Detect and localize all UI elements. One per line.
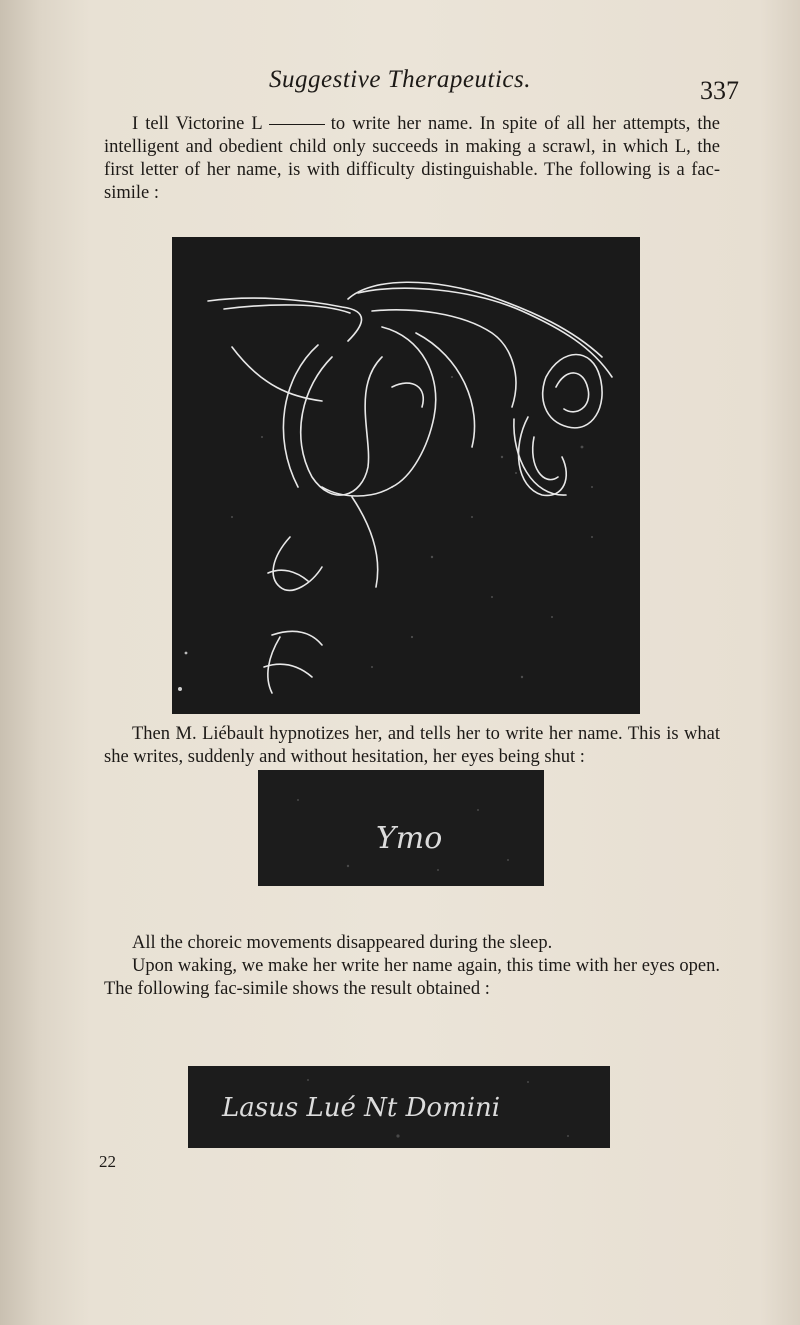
waking-signature-drawing <box>188 1066 610 1148</box>
em-dash <box>269 124 325 125</box>
running-title: Suggestive Therapeutics. <box>269 66 531 93</box>
printer-signature-mark: 22 <box>99 1152 116 1171</box>
scrawl-drawing <box>172 237 640 714</box>
paragraph-1-start: I tell Victorine L <box>132 114 263 134</box>
waking-handwriting: Lasus Lué Nt Domini <box>222 1093 501 1123</box>
paragraph-1 <box>104 113 720 205</box>
scrawl-facsimile <box>172 237 640 714</box>
paragraph-3: All the choreic movements disappeared during the sleep. <box>132 933 553 953</box>
paragraph-2: Then M. Liébault hypnotizes her, and tells her to write her name. This is what she writes, suddenly and without hesitation, her eyes being shut : <box>104 724 720 767</box>
page-number: 337 <box>700 76 739 105</box>
hypnotized-signature-drawing <box>258 770 544 886</box>
hypnotized-signature-facsimile <box>258 770 544 886</box>
paragraph-1-rest: to write her name. In spite of all her attempts, the intelligent and obedient child only succeeds in making a scrawl, in which L, the first letter of her name, is with difficulty distinguishable. The following is a fac-simile : <box>104 114 720 203</box>
hypnotized-handwriting: Ymo <box>376 821 443 856</box>
paragraph-4: Upon waking, we make her write her name again, this time with her eyes open. The following fac-simile shows the result obtained : <box>104 956 720 999</box>
waking-signature-facsimile <box>188 1066 610 1148</box>
